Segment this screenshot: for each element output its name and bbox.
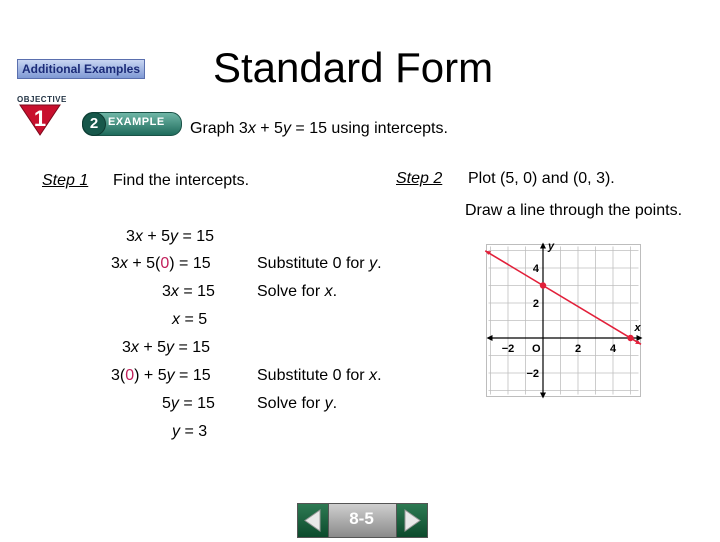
origin-label: O xyxy=(532,343,541,355)
intercepts-graph xyxy=(499,240,649,398)
x-tick-label: 2 xyxy=(574,343,582,355)
x-tick-label: 4 xyxy=(609,343,617,355)
arrow-left-icon xyxy=(298,504,328,537)
x-axis-label: x xyxy=(634,322,641,334)
step1-label: Step 1 xyxy=(42,172,89,189)
step2-label: Step 2 xyxy=(396,170,443,187)
previous-button[interactable] xyxy=(297,503,329,538)
equation-2: 3x + 5(0) = 15 xyxy=(111,255,211,272)
problem-statement: Graph 3x + 5y = 15 using intercepts. xyxy=(190,120,448,137)
lesson-nav xyxy=(297,503,427,536)
equation-1: 3x + 5y = 15 xyxy=(126,228,215,245)
y-axis-label: y xyxy=(548,240,555,253)
equation-8: y = 3 xyxy=(172,423,208,440)
equation-4: x = 5 xyxy=(172,311,208,328)
x-tick-label: −2 xyxy=(501,343,515,355)
objective-label: OBJECTIVE xyxy=(17,95,67,104)
equation-5: 3x + 5y = 15 xyxy=(122,339,211,356)
note-7: Solve for y. xyxy=(257,395,338,412)
additional-examples-badge: Additional Examples xyxy=(17,59,145,79)
intercept-point xyxy=(627,335,633,341)
intercept-point xyxy=(540,282,546,288)
note-2: Substitute 0 for y. xyxy=(257,255,382,272)
equation-3: 3x = 15 xyxy=(162,283,215,300)
y-tick-label: 2 xyxy=(532,298,539,310)
next-button[interactable] xyxy=(396,503,428,538)
note-3: Solve for x. xyxy=(257,283,338,300)
example-number: 2 xyxy=(82,112,106,136)
arrow-right-icon xyxy=(397,504,427,537)
objective-number: 1 xyxy=(33,106,47,131)
page-title: Standard Form xyxy=(213,44,494,91)
step2-text2: Draw a line through the points. xyxy=(465,202,683,219)
y-tick-label: 4 xyxy=(532,263,539,275)
step2-text1: Plot (5, 0) and (0, 3). xyxy=(468,170,615,187)
equation-6: 3(0) + 5y = 15 xyxy=(111,367,211,384)
note-6: Substitute 0 for x. xyxy=(257,367,382,384)
lesson-number: 8-5 xyxy=(349,509,374,528)
equation-7: 5y = 15 xyxy=(162,395,215,412)
step1-text: Find the intercepts. xyxy=(113,172,250,189)
y-tick-label: −2 xyxy=(526,368,539,380)
example-label: EXAMPLE xyxy=(108,116,165,128)
